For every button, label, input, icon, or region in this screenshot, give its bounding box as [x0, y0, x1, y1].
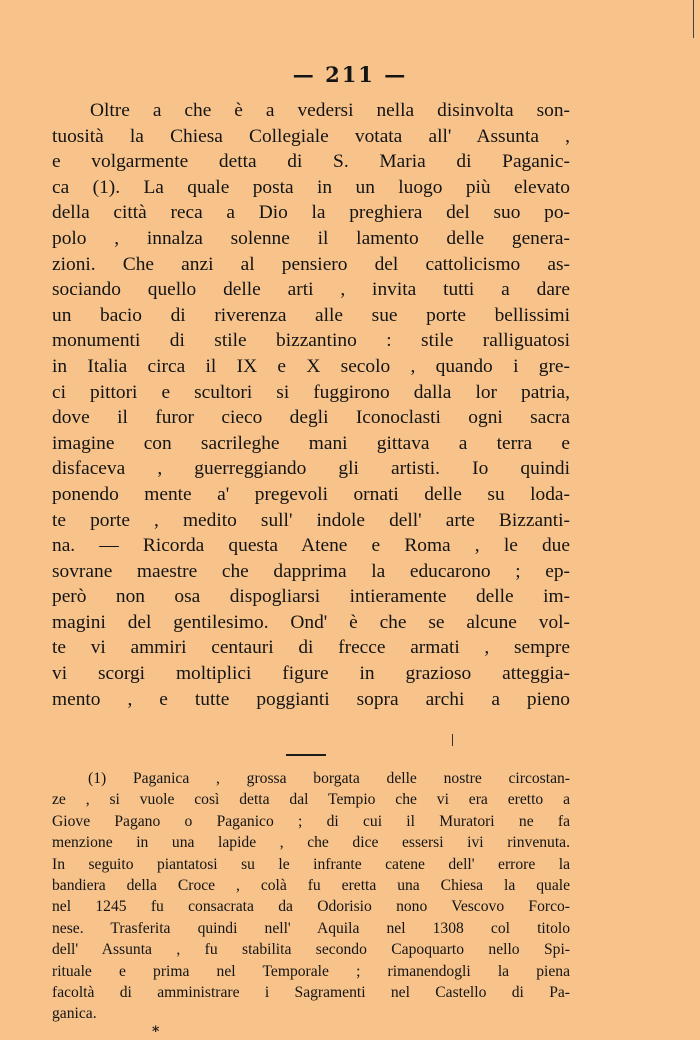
- text-line: ca (1). La quale posta in un luogo più elevato: [52, 176, 570, 198]
- footnote-line: bandiera della Croce , colà fu eretta una Chiesa la quale: [52, 876, 570, 894]
- footnote-line: (1) Paganica , grossa borgata delle nostre circostan-: [88, 770, 570, 787]
- text-line: monumenti di stile bizzantino : stile ralliguatosi: [52, 330, 570, 352]
- text-line: della città reca a Dio la preghiera del suo po-: [52, 202, 570, 224]
- text-line: na. — Ricorda questa Atene e Roma , le due: [52, 535, 570, 557]
- footnote-line: nel 1245 fu consacrata da Odorisio nono Vescovo Forco-: [52, 898, 570, 916]
- text-line: e volgarmente detta di S. Maria di Paganic-: [52, 151, 570, 173]
- signature-mark: *: [152, 1024, 160, 1040]
- footnote-separator: [286, 754, 326, 756]
- footnote-line: menzione in una lapide , che dice essersi ivi rinvenuta.: [52, 834, 570, 852]
- text-line: ci pittori e scultori si fuggirono dalla lor patria,: [52, 381, 570, 403]
- print-mark: [452, 734, 453, 746]
- text-line: però non osa dispogliarsi intieramente delle im-: [52, 586, 570, 608]
- text-line: un bacio di riverenza alle sue porte bellissimi: [52, 304, 570, 326]
- text-line: sovrane maestre che dapprima la educarono ; ep-: [52, 560, 570, 582]
- text-line: dove il furor cieco degli Iconoclasti ogni sacra: [52, 407, 570, 429]
- text-line: te porte , medito sull' indole dell' arte Bizzanti-: [52, 509, 570, 531]
- footnote-line: Giove Pagano o Paganico ; di cui il Muratori ne fa: [52, 812, 570, 830]
- body-text: [52, 98, 570, 712]
- text-line: ponendo mente a' pregevoli ornati delle su loda-: [52, 483, 570, 505]
- text-line: mento , e tutte poggianti sopra archi a pieno: [52, 688, 570, 710]
- text-line: polo , innalza solenne il lamento delle genera-: [52, 227, 570, 249]
- text-line: vi scorgi moltiplici figure in grazioso atteggia-: [52, 663, 570, 685]
- text-line: Oltre a che è a vedersi nella disinvolta son-: [90, 100, 570, 121]
- text-line: zioni. Che anzi al pensiero del cattolicismo as-: [52, 253, 570, 275]
- text-line: in Italia circa il IX e X secolo , quando i gre-: [52, 355, 570, 377]
- footnote: [52, 768, 570, 1025]
- text-line: tuosità la Chiesa Collegiale votata all' Assunta ,: [52, 125, 570, 147]
- text-line: disfaceva , guerreggiando gli artisti. Io quindi: [52, 458, 570, 480]
- footnote-line: nese. Trasferita quindi nell' Aquila nel 1308 col titolo: [52, 919, 570, 937]
- text-line: magini del gentilesimo. Ond' è che se alcune vol-: [52, 611, 570, 633]
- footnote-line: facoltà di amministrare i Sagramenti nel Castello di Pa-: [52, 983, 570, 1001]
- footnote-line: In seguito piantatosi su le infrante catene dell' errore la: [52, 855, 570, 873]
- text-line: sociando quello delle arti , invita tutti a dare: [52, 279, 570, 301]
- scan-edge-mark: [693, 0, 694, 38]
- footnote-line: ganica.: [52, 1005, 97, 1023]
- text-line: te vi ammiri centauri di frecce armati , sempre: [52, 637, 570, 659]
- footnote-line: dell' Assunta , fu stabilita secondo Capoquarto nello Spi-: [52, 941, 570, 959]
- page-number: — 211 —: [292, 62, 408, 87]
- text-line: imagine con sacrileghe mani gittava a terra e: [52, 432, 570, 454]
- footnote-line: ze , si vuole così detta dal Tempio che vi era eretto a: [52, 791, 570, 809]
- footnote-line: rituale e prima nel Temporale ; rimanendogli la piena: [52, 962, 570, 980]
